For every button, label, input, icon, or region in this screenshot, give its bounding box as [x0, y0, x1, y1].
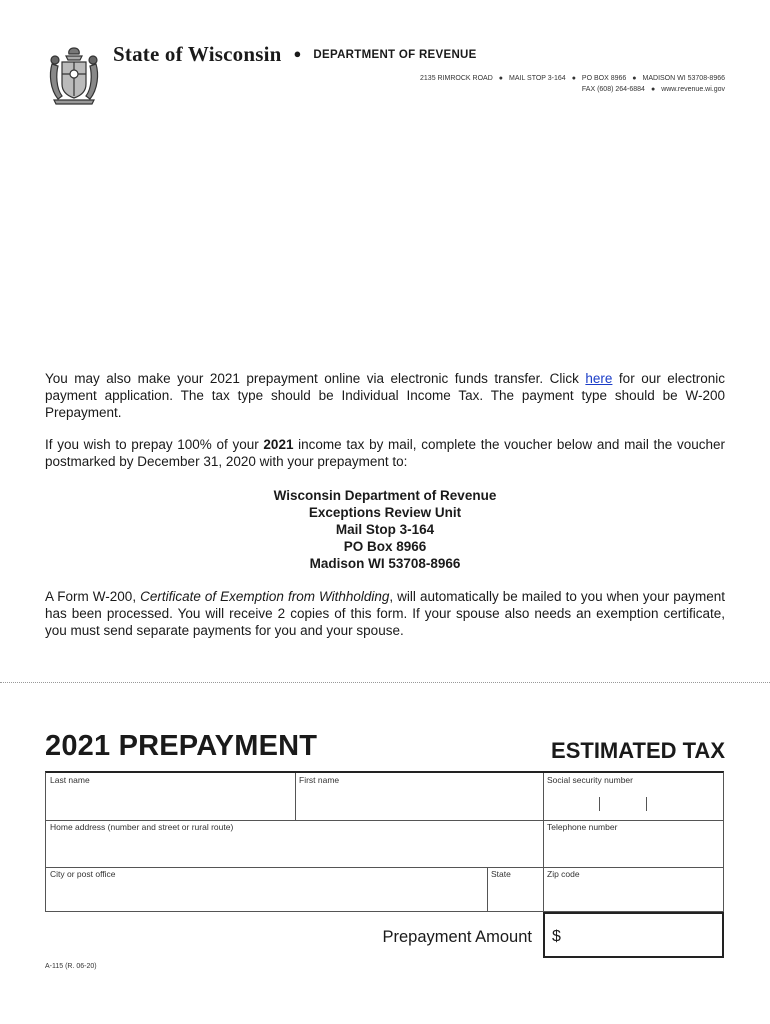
mailing-address-line: Exceptions Review Unit [308, 505, 462, 520]
voucher-form-grid [45, 771, 724, 912]
certificate-paragraph: A Form W-200, Certificate of Exemption from Withholding, will automatically be mailed to you when your payment has been processed. You will receive 2 copies of this form. If your spouse also needs an exemption certificate, you must send separate payments for you and your spouse. [45, 589, 725, 638]
state-field[interactable] [487, 867, 543, 912]
ssn-field[interactable] [543, 773, 723, 820]
form-identifier: A-115 (R. 06-20) [45, 963, 97, 970]
mailing-address-line: Mail Stop 3-164 [335, 522, 435, 537]
mailing-address-line: Madison WI 53708-8966 [309, 556, 461, 571]
zip-label: Zip code [547, 869, 580, 879]
city-field[interactable] [46, 867, 487, 912]
state-name: State of Wisconsin [113, 42, 282, 66]
voucher-title: 2021 PREPAYMENT [45, 730, 318, 762]
mailing-address-line: PO Box 8966 [343, 539, 427, 554]
mailing-address-block [45, 487, 725, 572]
agency-address [420, 73, 725, 95]
electronic-payment-link[interactable]: here [585, 371, 613, 386]
last-name-label: Last name [50, 775, 90, 785]
prepayment-amount-field[interactable] [543, 912, 724, 958]
prepayment-amount-label: Prepayment Amount [382, 928, 532, 946]
telephone-label: Telephone number [547, 822, 618, 832]
telephone-field[interactable] [543, 820, 723, 867]
address-line-1: 2135 RIMROCK ROAD ● MAIL STOP 3-164 ● PO BOX 8966 ● MADISON WI 53708-8966 [420, 75, 725, 82]
state-label: State [491, 869, 511, 879]
department-name: DEPARTMENT OF REVENUE [313, 49, 477, 61]
state-seal-icon [44, 44, 104, 106]
first-name-label: First name [299, 775, 340, 785]
home-address-field[interactable] [46, 820, 543, 867]
first-name-field[interactable] [295, 773, 543, 820]
dollar-sign: $ [552, 928, 561, 945]
zip-field[interactable] [543, 867, 723, 912]
ssn-label: Social security number [547, 775, 633, 785]
home-address-label: Home address (number and street or rural route) [50, 822, 234, 832]
online-payment-paragraph: You may also make your 2021 prepayment online via electronic funds transfer. Click here for our electronic payment application. The tax type should be Individual Income Tax. The payment type should be W-200 Prepayment. [45, 371, 725, 420]
voucher-type: ESTIMATED TAX [551, 738, 725, 763]
city-label: City or post office [50, 869, 116, 879]
cut-line [0, 682, 770, 683]
ssn-separator [646, 797, 648, 811]
last-name-field[interactable] [46, 773, 295, 820]
mailing-address-line: Wisconsin Department of Revenue [273, 488, 497, 503]
ssn-separator [599, 797, 601, 811]
address-line-2: FAX (608) 264-6884 ● www.revenue.wi.gov [581, 86, 725, 93]
bullet-separator: ● [293, 46, 302, 61]
agency-heading [113, 42, 477, 67]
mail-payment-paragraph: If you wish to prepay 100% of your 2021 income tax by mail, complete the voucher below and mail the voucher postmarked by December 31, 2020 with your prepayment to: [45, 437, 725, 469]
